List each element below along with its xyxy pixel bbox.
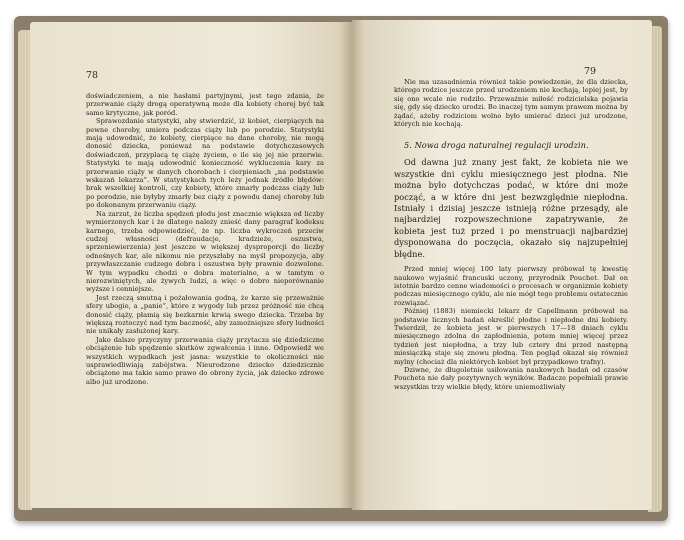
- large-paragraph: Od dawna już znany jest fakt, że kobieta nie we wszystkie dni cyklu miesięcznego jest płodna. Nie można było dotychczas podać, w które dni może począć, a w które dni jest bezwzględnie niepłodna. Istniały i dzisiaj jeszcze istnieją różne przesądy, ale najbardziej rozpowszechnione zapatrywanie, że kobieta jest tuż przed i po menstruacji najbardziej dysponowana do poczęcia, okazało się najzupełniej błędne.: [394, 157, 628, 259]
- right-page: [352, 20, 652, 510]
- paragraph: Przed mniej więcej 100 laty pierwszy próbował tę kwestię naukowo wyjaśnić francuski uczony, przyrodnik Pouchet. Dał on istotnie bardzo cenne wiadomości o procesach w organizmie kobiety podczas miesięcznego cyklu, ale nie mógł tego problemu ostatecznie rozwiązać.: [394, 265, 628, 307]
- paragraph: Jako dalsze przyczyny przerwania ciąży przytacza się dziedziczne obciążenie lub spędzenie skutków zgwałcenia i inne. Odpowiedź we wszystkich wypadkach jest jasna: wszystkie te okoliczności nie usprawiedliwiają zabójstwa. Nieurodzone dziecko dziedzicznie obciążone ma takie samo prawo do obrony życia, jak dziecko zdrowe albo już urodzone.: [86, 335, 324, 386]
- paragraph: Później (1883) niemiecki lekarz dr Capellmann próbował na podstawie licznych badań określić płodne i niepłodne dni kobiety. Twierdził, że kobieta jest w pierwszych 17—18 dniach cyklu miesięcznego zdolna do zapłodnienia, potem mniej więcej przez tydzień jest niepłodna, a trzy lub cztery dni przed następną miesiączką staje się znowu płodną. Ten pogląd okazał się również mylny (chociaż dla niektórych kobiet był przypadkowo trafny).: [394, 307, 628, 366]
- paragraph: Na zarzut, że liczba spędzeń płodu jest znacznie większa od liczby wymierzonych kar i że dlatego należy znieść dany paragraf kodeksu karnego, trzeba odpowiedzieć, że np. liczba wykroczeń przeciw cudzej własności (defraudacje, kradzieże, oszustwa, sprzeniewierzenia) jest jeszcze w większej dysproporcji do liczby odnośnych kar, ale nikomu nie przyszłaby na myśl propozycja, aby przywłaszczanie cudzego dobra i oszustwa były prawnie dozwolone. W tym wypadku chodzi o dobra materialne, a w tamtym o nierozwiniętych, ale żywych ludzi, a więc o dobro nieporównanie wyższe i cenniejsze.: [86, 209, 324, 294]
- right-page-text: [394, 78, 628, 391]
- paragraph: Nie ma uzasadnienia również takie powiedzenie, że dla dziecka, którego rodzice jeszcze przed urodzeniem nie kochają, lepiej jest, by się ono wcale nie rodziło. Przeważnie miłość rodzicielska pojawia się, gdy się dziecko urodzi. Bo inaczej tym samym prawem można by żądać, ażeby rodziciom wolno było umierać dzieci już urodzone, których nie kochają.: [394, 78, 628, 129]
- left-page: [30, 22, 352, 508]
- page-number-right: 79: [584, 66, 597, 77]
- paragraph: Jest rzeczą smutną i pożałowania godną, że karze się przeważnie sfery ubogie, a „panie”, które z wygody lub przez próżność nie chcą donosić ciąży, płamią się bezkarnie krwią swego dziecka. Trzeba by większą roztoczyć nad tym baczność, aby zamożniejsze sfery ludności nie unikały zasłużonej kary.: [86, 293, 324, 336]
- paragraph: Dziwne, że długoletnie usiłowania naukowych badań od czasów Poucheta nie dały pozytywnych wyników. Badacze popełniali prawie wszystkim trzy wielkie błędy, które uniemożliwiały: [394, 365, 628, 391]
- paragraph: Sprawozdanie statystyki, aby stwierdzić, iż kobiet, cierpiących na pewne choroby, umiera podczas ciąży lub po porodzie. Statystyki mają udowodnić, że kobiety, cierpiące na dane choroby, nie mogą donosić dziecka, ponieważ na podstawie dotychczasowych doświadczeń, przyplacą tę ciążę życiem, o ile się jej nie przerwie. Statystyki te mają udowodnić konieczność wykluczenia kary za przerwanie ciąży w danych chorobach i cierpieniach „na podstawie wskazań lekarza”. W statystykach tych leży jednak źródło błędów: brak wszelkiej kontroli, czy kobiety, które zmarły podczas ciąży lub po porodzie, nie byłyby zmarły bez ciąży z powodu danej choroby lub po dokonanym przerwaniu ciąży.: [86, 117, 324, 210]
- left-page-text: [86, 92, 324, 386]
- section-heading: 5. Nowa droga naturalnej regulacji urodzin.: [404, 140, 589, 151]
- paragraph: doświadczeniem, a nie hasłami partyjnymi, jest tego zdania, że przerwanie ciąży drogą operatywną może dla kobiety chorej być tak samo krytyczne, jak poród.: [86, 92, 324, 117]
- page-number-left: 78: [86, 70, 99, 81]
